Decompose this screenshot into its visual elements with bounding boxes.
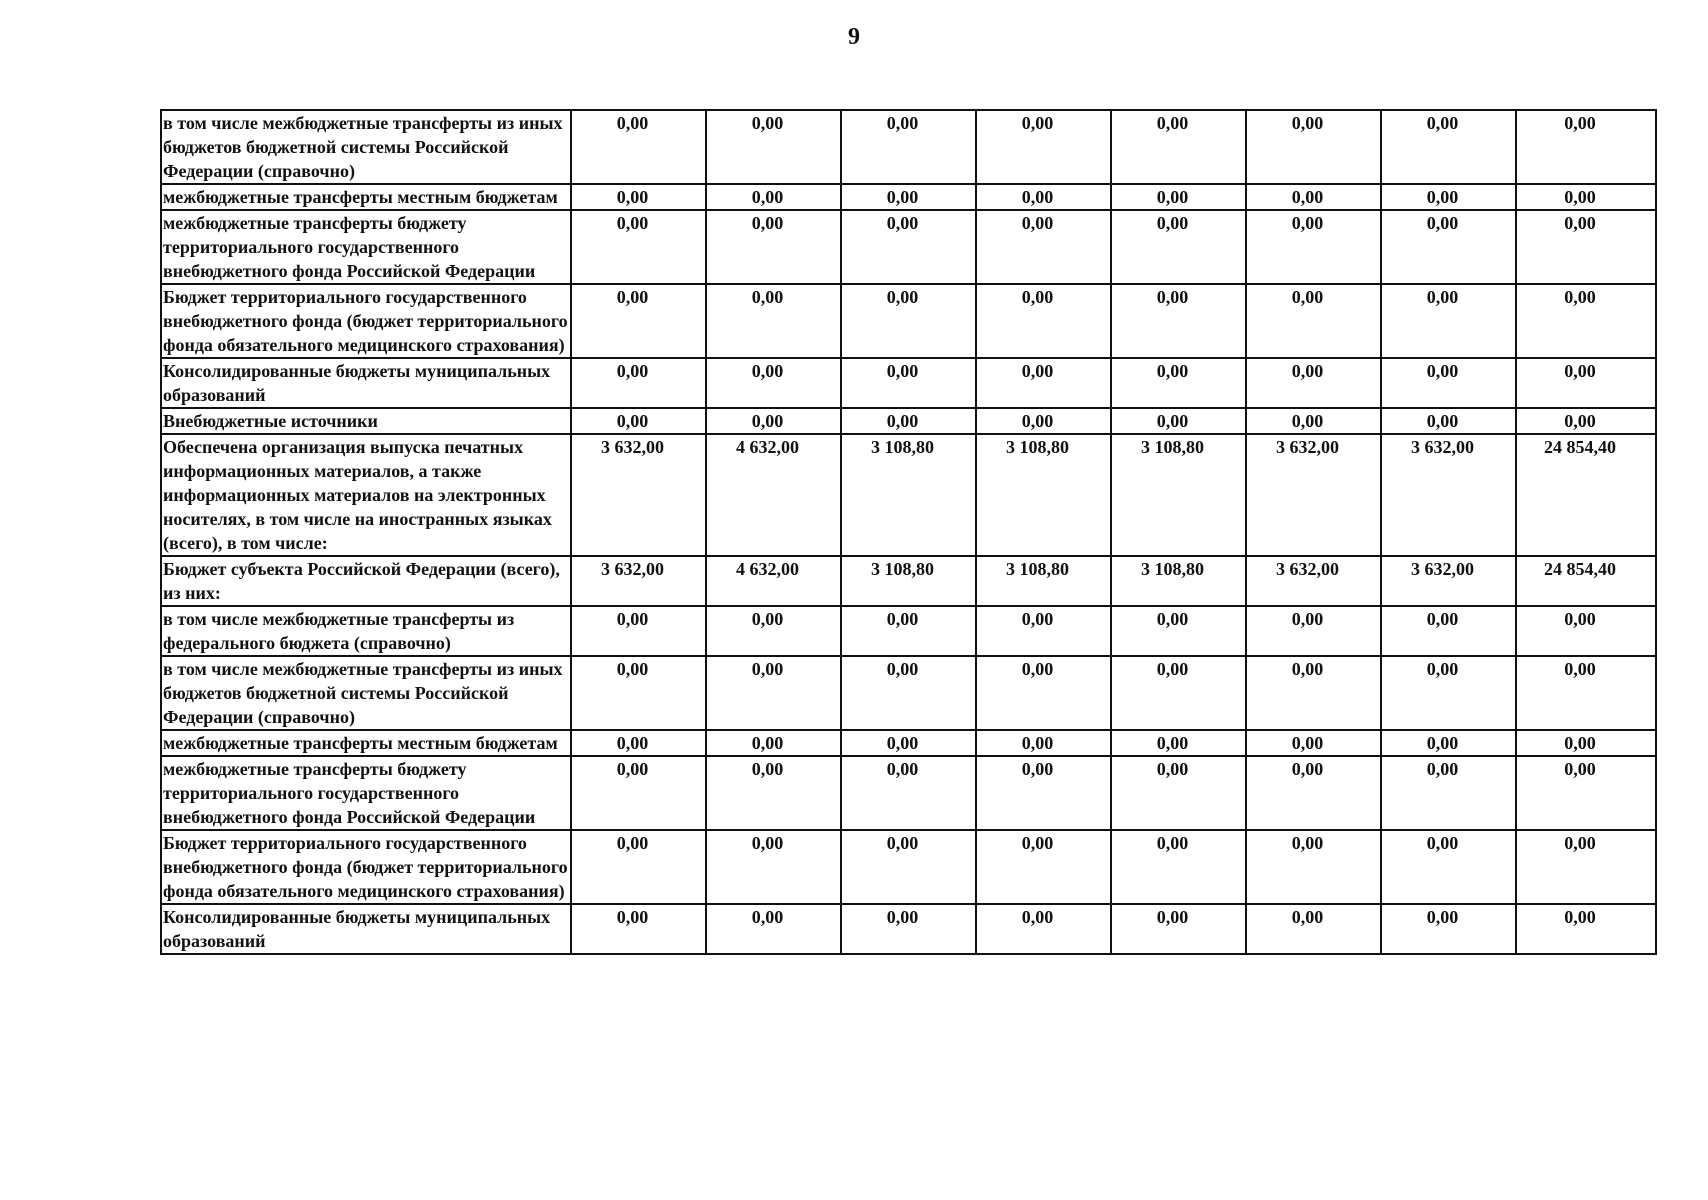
row-label: в том числе межбюджетные трансферты из иных бюджетов бюджетной системы Российской Федерации (справочно) [161,656,571,730]
row-value: 0,00 [706,756,841,830]
row-value: 0,00 [1111,904,1246,954]
row-label: Бюджет территориального государственного внебюджетного фонда (бюджет территориального фонда обязательного медицинского страхования) [161,830,571,904]
budget-table [160,109,1657,955]
row-value: 0,00 [841,830,976,904]
row-value: 0,00 [1246,210,1381,284]
table-row [161,656,1656,730]
row-value: 0,00 [1246,830,1381,904]
row-value: 0,00 [1516,184,1656,210]
row-value: 0,00 [841,756,976,830]
row-value: 0,00 [706,358,841,408]
row-value: 3 108,80 [841,434,976,556]
row-label: межбюджетные трансферты местным бюджетам [161,184,571,210]
row-value: 0,00 [706,830,841,904]
row-value: 0,00 [571,210,706,284]
row-value: 0,00 [976,110,1111,184]
row-value: 0,00 [706,184,841,210]
table-row [161,556,1656,606]
row-label: Бюджет территориального государственного внебюджетного фонда (бюджет территориального фонда обязательного медицинского страхования) [161,284,571,358]
row-value: 0,00 [1516,904,1656,954]
row-value: 0,00 [1246,110,1381,184]
row-value: 0,00 [976,830,1111,904]
row-value: 0,00 [706,284,841,358]
row-value: 0,00 [571,408,706,434]
row-value: 0,00 [1246,184,1381,210]
row-value: 0,00 [1111,110,1246,184]
row-value: 0,00 [1246,904,1381,954]
row-label: в том числе межбюджетные трансферты из иных бюджетов бюджетной системы Российской Федерации (справочно) [161,110,571,184]
row-value: 0,00 [1381,284,1516,358]
row-value: 4 632,00 [706,434,841,556]
row-value: 0,00 [1246,408,1381,434]
row-value: 0,00 [1381,656,1516,730]
row-value: 0,00 [1111,284,1246,358]
row-value: 0,00 [1246,358,1381,408]
row-value: 0,00 [976,210,1111,284]
row-value: 0,00 [841,656,976,730]
row-value: 0,00 [841,408,976,434]
row-value: 0,00 [976,184,1111,210]
row-value: 0,00 [1516,408,1656,434]
row-value: 0,00 [976,904,1111,954]
row-label: Обеспечена организация выпуска печатных информационных материалов, а также информационных материалов на электронных носителях, в том числе на иностранных языках (всего), в том числе: [161,434,571,556]
row-value: 0,00 [976,756,1111,830]
row-value: 3 632,00 [1246,434,1381,556]
row-value: 0,00 [841,730,976,756]
row-value: 0,00 [1246,730,1381,756]
row-value: 0,00 [571,756,706,830]
row-value: 0,00 [1111,408,1246,434]
row-label: в том числе межбюджетные трансферты из федерального бюджета (справочно) [161,606,571,656]
row-value: 0,00 [841,110,976,184]
table-body [161,110,1656,954]
table-row [161,184,1656,210]
row-value: 0,00 [1381,756,1516,830]
page-number: 9 [848,24,860,50]
row-value: 0,00 [1111,830,1246,904]
row-value: 0,00 [976,606,1111,656]
row-value: 0,00 [1381,904,1516,954]
table-row [161,830,1656,904]
row-value: 0,00 [841,606,976,656]
row-value: 0,00 [706,210,841,284]
row-value: 0,00 [841,210,976,284]
row-value: 0,00 [1516,110,1656,184]
row-value: 0,00 [1381,830,1516,904]
table-row [161,606,1656,656]
row-value: 3 108,80 [976,556,1111,606]
table-row [161,434,1656,556]
row-value: 3 632,00 [1381,556,1516,606]
row-value: 3 632,00 [571,434,706,556]
row-value: 0,00 [976,284,1111,358]
row-value: 0,00 [706,904,841,954]
row-value: 24 854,40 [1516,556,1656,606]
row-value: 0,00 [706,408,841,434]
table-row [161,110,1656,184]
row-value: 0,00 [976,358,1111,408]
row-value: 0,00 [1381,210,1516,284]
row-value: 0,00 [706,606,841,656]
row-value: 3 632,00 [571,556,706,606]
row-value: 0,00 [976,656,1111,730]
row-value: 3 108,80 [1111,556,1246,606]
row-value: 0,00 [571,656,706,730]
table-row [161,210,1656,284]
row-label: Внебюджетные источники [161,408,571,434]
row-value: 0,00 [1246,284,1381,358]
row-value: 0,00 [976,730,1111,756]
table-row [161,756,1656,830]
row-value: 0,00 [1246,756,1381,830]
row-value: 0,00 [706,110,841,184]
row-value: 3 632,00 [1246,556,1381,606]
row-value: 0,00 [1516,606,1656,656]
row-value: 0,00 [1381,184,1516,210]
row-value: 0,00 [1516,830,1656,904]
row-label: Бюджет субъекта Российской Федерации (всего), из них: [161,556,571,606]
row-value: 0,00 [571,184,706,210]
row-label: Консолидированные бюджеты муниципальных образований [161,358,571,408]
row-value: 0,00 [1111,210,1246,284]
row-value: 0,00 [571,904,706,954]
row-value: 24 854,40 [1516,434,1656,556]
row-label: Консолидированные бюджеты муниципальных образований [161,904,571,954]
row-value: 0,00 [571,830,706,904]
row-value: 0,00 [1381,408,1516,434]
row-value: 0,00 [1111,730,1246,756]
row-value: 0,00 [571,358,706,408]
row-value: 0,00 [1381,730,1516,756]
row-value: 0,00 [841,284,976,358]
row-value: 0,00 [841,358,976,408]
row-value: 0,00 [571,730,706,756]
row-value: 3 108,80 [1111,434,1246,556]
row-value: 0,00 [1381,110,1516,184]
row-value: 0,00 [571,284,706,358]
row-value: 0,00 [1111,756,1246,830]
row-value: 0,00 [1516,756,1656,830]
row-value: 0,00 [571,606,706,656]
row-value: 0,00 [1111,358,1246,408]
row-value: 0,00 [1111,184,1246,210]
row-value: 0,00 [1246,656,1381,730]
row-value: 0,00 [1516,358,1656,408]
row-value: 0,00 [1381,606,1516,656]
row-label: межбюджетные трансферты бюджету территориального государственного внебюджетного фонда Российской Федерации [161,210,571,284]
row-value: 0,00 [1246,606,1381,656]
row-value: 0,00 [1516,284,1656,358]
row-label: межбюджетные трансферты местным бюджетам [161,730,571,756]
row-value: 4 632,00 [706,556,841,606]
row-value: 0,00 [1516,730,1656,756]
row-value: 3 632,00 [1381,434,1516,556]
table-row [161,284,1656,358]
row-value: 0,00 [976,408,1111,434]
row-value: 3 108,80 [976,434,1111,556]
row-value: 0,00 [1516,210,1656,284]
row-label: межбюджетные трансферты бюджету территориального государственного внебюджетного фонда Российской Федерации [161,756,571,830]
table-row [161,358,1656,408]
row-value: 0,00 [571,110,706,184]
row-value: 0,00 [841,904,976,954]
table-row [161,408,1656,434]
table-row [161,730,1656,756]
row-value: 0,00 [841,184,976,210]
row-value: 0,00 [706,656,841,730]
table-row [161,904,1656,954]
row-value: 3 108,80 [841,556,976,606]
row-value: 0,00 [1516,656,1656,730]
row-value: 0,00 [706,730,841,756]
row-value: 0,00 [1111,606,1246,656]
row-value: 0,00 [1111,656,1246,730]
row-value: 0,00 [1381,358,1516,408]
